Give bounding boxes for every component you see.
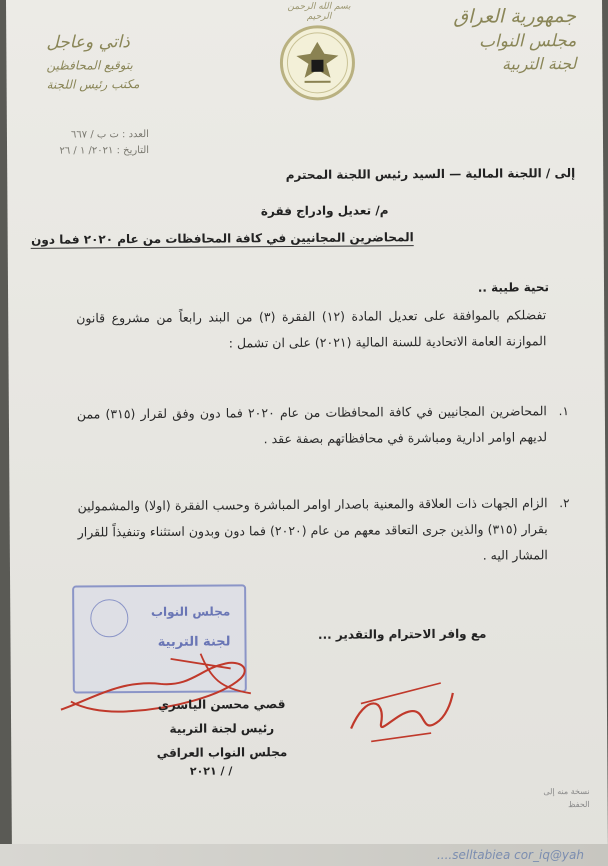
copy-note-line2: الحفظ xyxy=(568,799,590,809)
recipient-line: إلى / اللجنة المالية — السيد رئيس اللجنة المحترم xyxy=(285,166,576,183)
letterhead-left-line1: ذاتي وعاجل xyxy=(46,32,130,53)
letterhead-country: جمهورية العراق xyxy=(453,5,577,28)
list-item xyxy=(76,398,569,453)
footer-email: ....selltabiea cor_iq@yah xyxy=(436,848,584,862)
stamp-line2: لجنة التربية xyxy=(157,634,231,650)
list-item-number: ٢. xyxy=(559,496,570,511)
copy-note-line1: نسخة منه إلى xyxy=(543,786,590,797)
list-item-text: الزام الجهات ذات العلاقة والمعنية باصدار اوامر المباشرة وحسب الفقرة (اولا) والمشمولين بقرار (٣١٥) والذين جرى التعاقد معهم من عام (٢٠٢٠) فما دون وبدون استثناء وتنفيذاً للقرار المشار اليه . xyxy=(77,495,548,563)
letterhead-left-line2: بتوقيع المحافظين xyxy=(46,58,133,73)
reference-block xyxy=(39,127,149,160)
signer-title: رئيس لجنة التربية xyxy=(169,721,275,736)
closing-line: مع وافر الاحترام والتقدير ... xyxy=(317,626,487,642)
document-sheet xyxy=(6,0,608,866)
signature-right-icon xyxy=(341,673,462,754)
signer-organization: مجلس النواب العراقي xyxy=(156,745,288,760)
stamp-line1: مجلس النواب xyxy=(150,604,231,620)
signer-name: قصي محسن الياسري xyxy=(157,697,286,712)
letterhead-motto: بسم الله الرحمن الرحيم xyxy=(287,1,351,22)
signature-block xyxy=(156,692,287,765)
letterhead-left-line3: مكتب رئيس اللجنة xyxy=(46,77,140,93)
reference-number: العدد : ت ب / ٦٦٧ xyxy=(70,129,149,141)
list-item xyxy=(77,490,570,571)
copy-note xyxy=(543,786,589,812)
signature-date: / / ٢٠٢١ xyxy=(189,764,233,778)
greeting: تحية طيبة .. xyxy=(477,280,550,295)
bottom-strip xyxy=(0,844,608,866)
letterhead-council: مجلس النواب xyxy=(478,30,577,52)
list-item-number: ١. xyxy=(558,404,569,419)
subject-detail: المحاضرين المجانيين في كافة المحافظات من عام ٢٠٢٠ فما دون xyxy=(31,230,414,247)
reference-date: التاريخ : ٢٠٢١/ ١ / ٢٦ xyxy=(59,145,150,157)
list-item-text: المحاضرين المجانيين في كافة المحافظات من عام ٢٠٢٠ فما دون وفق لقرار (٣١٥) ممن لديهم اوامر ادارية ومباشرة في محافظاتهم بصفة عقد . xyxy=(76,403,548,447)
letterhead-right xyxy=(406,4,576,75)
iraq-eagle-emblem-icon xyxy=(274,20,361,107)
request-paragraph: تفضلكم بالموافقة على تعديل المادة (١٢) الفقرة (٣) من البند رابعاً من مشروع قانون الموازنة العامة الاتحادية للسنة المالية (٢٠٢١) على ان تشمل : xyxy=(76,307,547,351)
stamp-seal-icon xyxy=(90,599,128,637)
letterhead-left xyxy=(46,29,216,96)
letterhead-committee: لجنة التربية xyxy=(501,53,577,74)
subject-line: م/ تعديل وادراج فقرة xyxy=(260,203,389,219)
